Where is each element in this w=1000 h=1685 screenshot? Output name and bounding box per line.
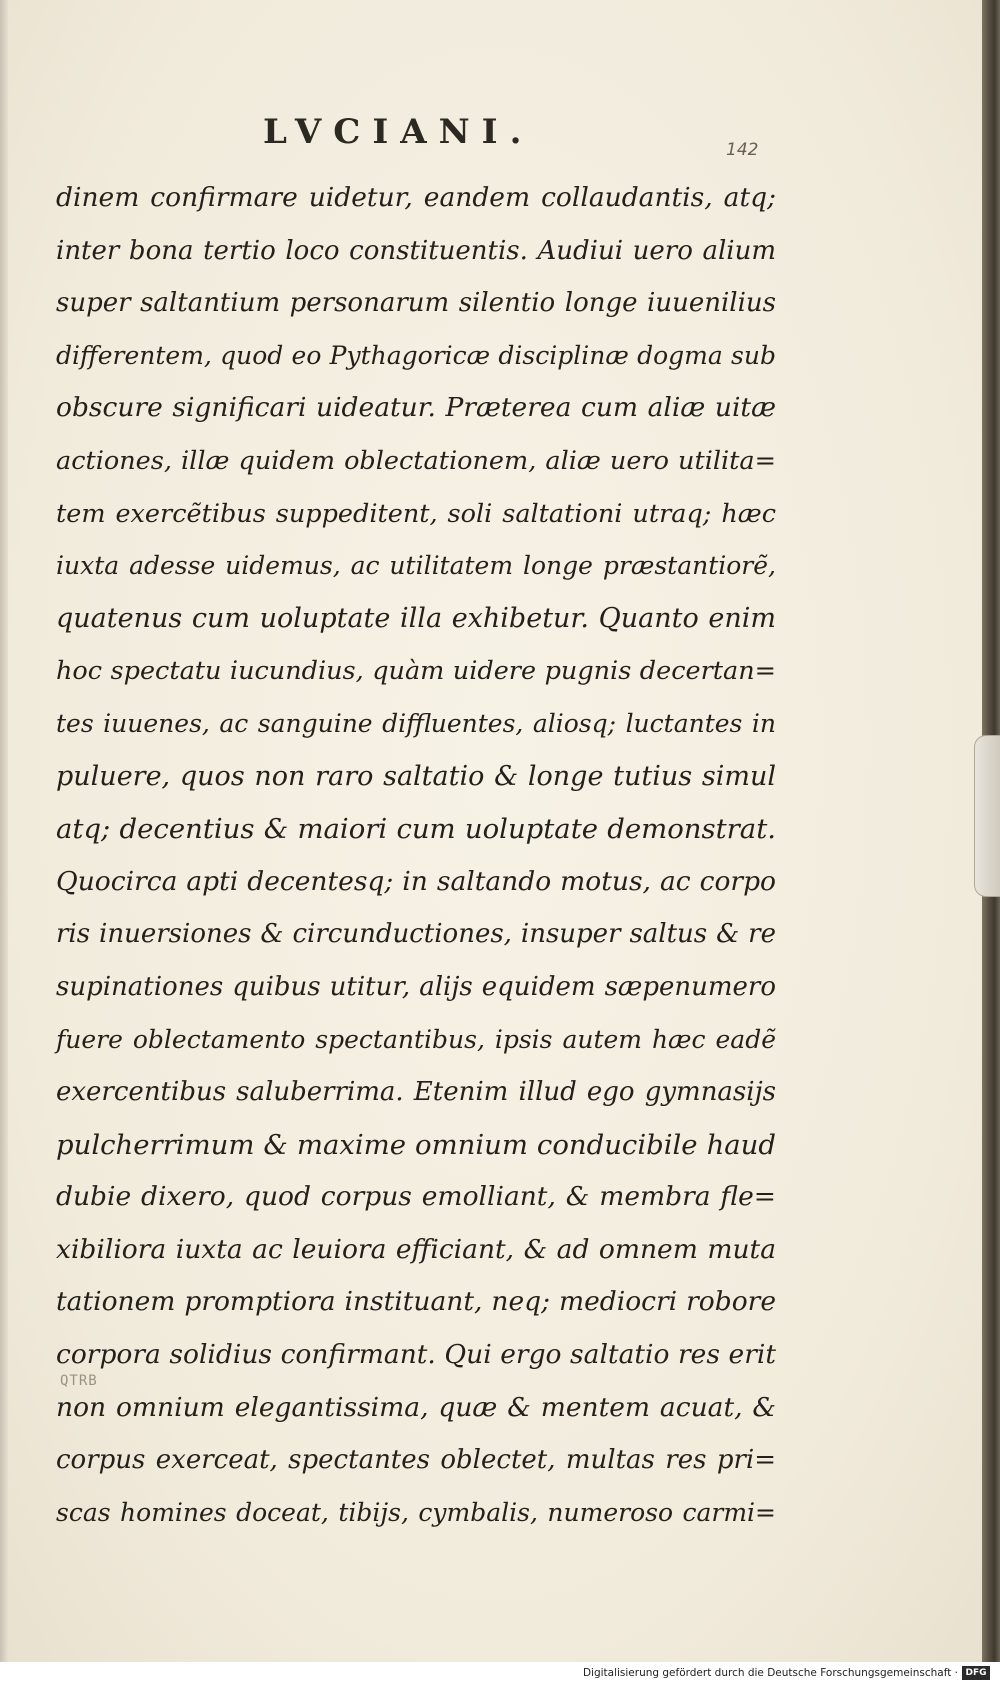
book-clasp <box>974 735 1000 897</box>
text-line: quatenus cum uoluptate illa exhibetur. Quanto enim <box>56 602 776 634</box>
folio-number-note: 142 <box>726 140 759 160</box>
dfg-logo-icon: DFG <box>962 1666 990 1680</box>
text-line: tes iuuenes, ac sanguine diffluentes, aliosq; luctantes in <box>56 708 776 738</box>
text-line: supinationes quibus utitur, alijs equidem sæpenumero <box>56 971 776 1002</box>
text-line: xibiliora iuxta ac leuiora efficiant, & ad omnem muta <box>56 1233 776 1265</box>
text-line: corpora solidius confirmant. Qui ergo saltatio res erit <box>56 1339 776 1371</box>
text-line: obscure significari uideatur. Præterea cum aliæ uitæ <box>56 392 776 424</box>
text-line: actiones, illæ quidem oblectationem, aliæ uero utilita= <box>56 445 776 476</box>
text-line: super saltantium personarum silentio longe iuuenilius <box>56 288 776 319</box>
text-line: Quocirca apti decentesq; in saltando motus, ac corpo <box>56 865 776 897</box>
text-line: inter bona tertio loco constituentis. Audiui uero alium <box>56 235 776 266</box>
library-stamp: QTRB <box>60 1373 98 1389</box>
text-line: hoc spectatu iucundius, quàm uidere pugnis decertan= <box>56 656 776 687</box>
footer-bar <box>0 1662 1000 1685</box>
text-line: tem exercẽtibus suppeditent, soli saltationi utraq; hæc <box>56 498 776 529</box>
text-line: ris inuersiones & circunductiones, insuper saltus & re <box>56 919 776 950</box>
text-line: puluere, quos non raro saltatio & longe tutius simul <box>56 760 776 792</box>
text-line: exercentibus saluberrima. Etenim illud ego gymnasijs <box>56 1077 776 1108</box>
body-text <box>56 172 776 1539</box>
text-line: differentem, quod eo Pythagoricæ disciplinæ dogma sub <box>56 340 776 370</box>
running-header: LVCIANI. <box>263 112 534 152</box>
text-line: tationem promptiora instituant, neq; mediocri robore <box>56 1286 776 1318</box>
funding-credit: Digitalisierung gefördert durch die Deutsche Forschungsgemeinschaft · <box>582 1667 958 1679</box>
text-line: non omnium elegantissima, quæ & mentem acuat, & <box>56 1391 776 1423</box>
text-line: pulcherrimum & maxime omnium conducibile haud <box>56 1128 776 1161</box>
book-page <box>8 0 982 1662</box>
text-line: scas homines doceat, tibijs, cymbalis, numeroso carmi= <box>56 1497 776 1527</box>
text-line: corpus exerceat, spectantes oblectet, multas res pri= <box>56 1445 776 1476</box>
text-line: fuere oblectamento spectantibus, ipsis autem hæc eadẽ <box>56 1024 776 1054</box>
book-gutter <box>0 0 8 1662</box>
text-line: dinem confirmare uidetur, eandem collaudantis, atq; <box>56 182 776 213</box>
text-line: atq; decentius & maiori cum uoluptate demonstrat. <box>56 813 776 846</box>
text-line: dubie dixero, quod corpus emolliant, & membra fle= <box>56 1181 776 1213</box>
text-line: iuxta adesse uidemus, ac utilitatem longe præstantiorẽ, <box>56 551 776 581</box>
